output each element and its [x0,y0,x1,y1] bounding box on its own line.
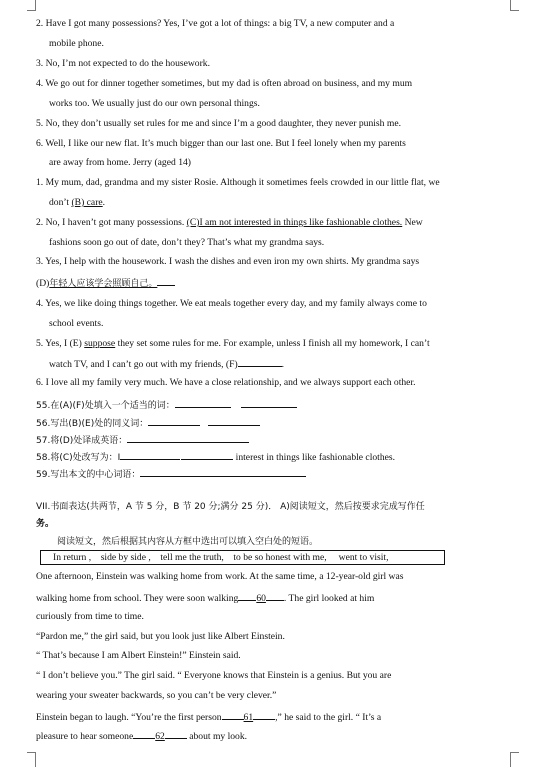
story-p1-line2 [36,591,506,605]
text: they set some rules for me. For example, unless I finish all my homework, I can’t [115,338,430,349]
story-p4-line1: “ I don’t believe you.” The girl said. “ Everyone knows that Einstein is a genius. But you are [36,670,392,681]
text: 5. Yes, I (E) [36,338,85,349]
text: . [281,359,285,370]
text: ,” he said to the girl. “ It’s a [275,712,382,723]
text: don’t [49,197,72,208]
blank-61-right[interactable] [253,710,275,720]
answer-a3: 3. No, I’m not expected to do the housework. [36,58,210,69]
answer-b5-line2 [49,357,519,371]
text: 2. No, I haven’t got many possessions. [36,217,187,228]
answer-a4-line1: 4. We go out for dinner together sometimes, but my dad is often abroad on business, and my mum [36,78,413,89]
blank-f[interactable] [238,357,282,367]
question-56 [36,416,506,430]
answer-a2-line1: 2. Have I got many possessions? Yes, I’ve got a lot of things: a big TV, a new computer and a [36,18,395,29]
text: watch TV, and I can’t go out with my friends, (F) [49,359,238,370]
answer-b3-line1: 3. Yes, I help with the housework. I wash the dishes and even iron my own shirts. My grandma says [36,256,420,267]
blank-62-right[interactable] [165,729,187,739]
answer-blank[interactable] [148,416,200,426]
phrase-box: In return , side by side , tell me the truth, to be so honest with me, went to visit, [40,550,445,565]
blank-61-left[interactable] [222,710,244,720]
story-p1-line3: curiously from time to time. [36,611,144,622]
story-p2: “Pardon me,” the girl said, but you look just like Albert Einstein. [36,631,285,642]
answer-b2-line2: fashions soon go out of date, don’t they? That’s what my grandma says. [49,237,325,248]
blank-number-61: 61 [243,712,254,723]
question-58 [36,450,506,464]
text: . The girl looked at him [283,593,375,604]
underlined-b: (B) care [71,197,103,208]
blank-62-left[interactable] [133,729,155,739]
q-text: 58.将(C)处改写为：I [36,453,121,463]
underlined-e: suppose [84,338,116,349]
q-text: 57.将(D)处译成英语： [36,436,128,446]
answer-blank[interactable] [120,450,180,460]
answer-b3-line2 [36,276,506,290]
text: (D) [36,278,50,289]
blank-60-left[interactable] [238,591,256,601]
crop-mark-top-right [510,0,519,11]
section-7-title: VII.书面表达(共两节，A 节 5 分，B 节 20 分;满分 25 分)． A)阅读短文，然后按要求完成写作任 [36,502,425,512]
answer-a4-line2: works too. We usually just do our own personal things. [49,98,260,109]
answer-blank[interactable] [140,467,306,477]
answer-a6-line1: 6. Well, I like our new flat. It’s much bigger than our last one. But I feel lonely when my parents [36,138,406,149]
answer-b4-line1: 4. Yes, we like doing things together. We eat meals together every day, and my family always come to [36,298,427,309]
story-p1-line1: One afternoon, Einstein was walking home from work. At the same time, a 12-year-old girl was [36,571,404,582]
text: pleasure to hear someone [36,731,134,742]
text: walking home from school. They were soon walking [36,593,239,604]
answer-a5: 5. No, they don’t usually set rules for me and since I’m a good daughter, they never punish me. [36,118,401,129]
question-55 [36,398,506,412]
underlined-c: (C)I am not interested in things like fashionable clothes. [186,217,403,228]
q-text: interest in things like fashionable clothes. [233,452,396,463]
q-text: 59.写出本文的中心词语： [36,470,141,480]
answer-a6-line2: are away from home. Jerry (aged 14) [49,157,191,168]
blank-number-60: 60 [256,593,266,604]
answer-b1-line1: 1. My mum, dad, grandma and my sister Rosie. Although it sometimes feels crowded in our little flat, we [36,177,440,188]
crop-mark-top-left [27,0,36,11]
answer-b1-line2 [49,197,519,209]
text: about my look. [186,731,248,742]
text: Einstein began to laugh. “You’re the first person [36,712,222,723]
story-p3: “ That’s because I am Albert Einstein!” Einstein said. [36,650,241,661]
answer-b5-line1 [36,338,506,350]
story-p4-line2: wearing your sweater backwards, so you can’t be very clever.” [36,690,277,701]
section-7-instruction: 阅读短文，然后根据其内容从方框中选出可以填入空白处的短语。 [57,537,319,547]
text: New [402,217,423,228]
answer-a2-line2: mobile phone. [49,38,104,49]
underlined-d: 年轻人应该学会照顾自己。 [49,279,158,289]
q-text: 55.在(A)(F)处填入一个适当的词： [36,401,175,411]
text: . [102,197,106,208]
answer-blank[interactable] [241,398,297,408]
answer-blank[interactable] [181,450,233,460]
blank-60-right[interactable] [266,591,284,601]
answer-blank[interactable] [208,416,260,426]
answer-b6: 6. I love all my family very much. We have a close relationship, and we always support each other. [36,377,416,388]
question-57 [36,433,506,447]
q-text: 56.写出(B)(E)处的同义词： [36,419,149,429]
answer-b4-line2: school events. [49,318,104,329]
question-59 [36,467,506,481]
answer-blank[interactable] [127,433,249,443]
blank-number-62: 62 [155,731,165,742]
section-7-title-cont: 务。 [36,519,55,529]
underline-trail [157,276,175,286]
answer-b2-line1 [36,217,506,229]
story-p5-line1 [36,710,506,724]
crop-mark-bottom-right [510,752,519,767]
answer-blank[interactable] [175,398,231,408]
story-p5-line2 [36,729,506,743]
crop-mark-bottom-left [27,752,36,767]
